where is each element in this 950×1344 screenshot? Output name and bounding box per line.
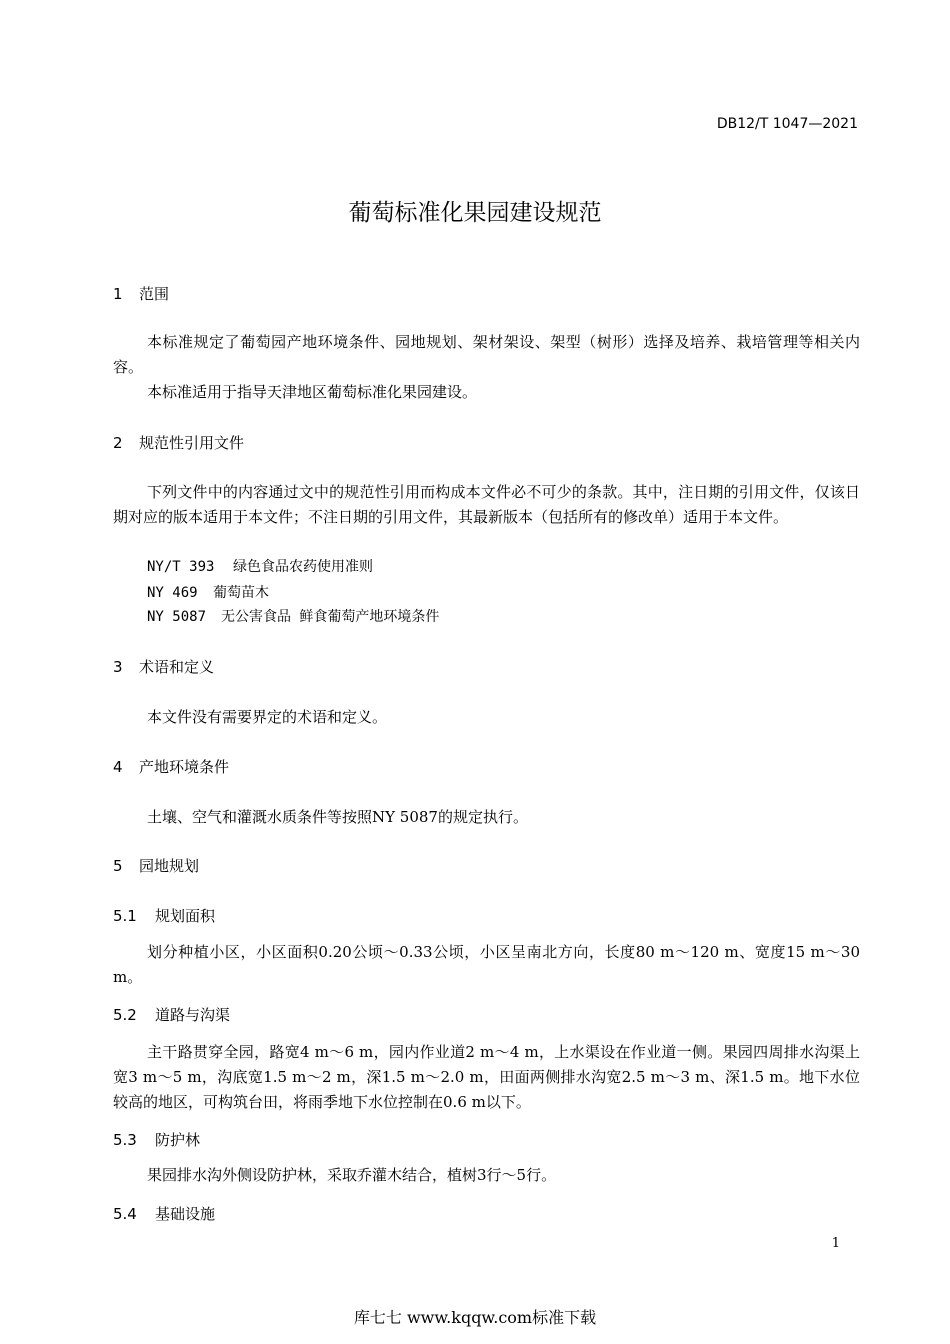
reference-code: NY/T 393 (147, 559, 215, 575)
subsection-number: 5.4 (113, 1205, 137, 1223)
section-2-paragraph-1: 下列文件中的内容通过文中的规范性引用而构成本文件必不可少的条款。其中，注日期的引用文件，仅该日期对应的版本适用于本文件；不注日期的引用文件，其最新版本（包括所有的修改单）适用于本文件。 (113, 483, 860, 526)
section-1-paragraph-2: 本标准适用于指导天津地区葡萄标准化果园建设。 (147, 383, 478, 401)
section-title: 规范性引用文件 (139, 434, 245, 452)
section-number: 2 (113, 434, 123, 452)
subsection-title: 规划面积 (155, 907, 216, 925)
section-number: 3 (113, 658, 123, 676)
subsection-5-1-paragraph: 划分种植小区，小区面积0.20公顷～0.33公顷，小区呈南北方向，长度80 m～120 m、宽度15 m～30 m。 (113, 943, 860, 986)
footer-watermark-link[interactable]: 库七七 www.kqqw.com标准下载 (353, 1308, 597, 1327)
section-title: 范围 (139, 285, 170, 303)
reference-item (147, 556, 373, 576)
page-number: 1 (831, 1236, 840, 1251)
section-number: 4 (113, 758, 123, 776)
section-4-heading (113, 756, 229, 777)
reference-title: 绿色食品农药使用准则 (233, 559, 373, 575)
subsection-5-4-heading (113, 1203, 215, 1224)
page-title: 葡萄标准化果园建设规范 (348, 200, 602, 226)
section-number: 5 (113, 857, 123, 875)
section-3-paragraph-1: 本文件没有需要界定的术语和定义。 (147, 708, 388, 726)
subsection-number: 5.1 (113, 907, 137, 925)
subsection-title: 基础设施 (155, 1205, 216, 1223)
reference-item (147, 582, 269, 602)
document-number: DB12/T 1047—2021 (716, 116, 858, 132)
subsection-title: 道路与沟渠 (155, 1006, 231, 1024)
section-5-heading (113, 855, 199, 876)
subsection-number: 5.3 (113, 1131, 137, 1149)
section-title: 产地环境条件 (139, 758, 230, 776)
section-1-heading (113, 283, 169, 304)
reference-code: NY 469 (147, 585, 198, 601)
subsection-title: 防护林 (155, 1131, 201, 1149)
section-1-paragraph-1: 本标准规定了葡萄园产地环境条件、园地规划、架材架设、架型（树形）选择及培养、栽培管理等相关内容。 (113, 333, 860, 376)
section-2-heading (113, 432, 244, 453)
section-3-heading (113, 656, 214, 677)
subsection-5-3-heading (113, 1129, 200, 1150)
subsection-5-2-heading (113, 1004, 230, 1025)
reference-code: NY 5087 (147, 609, 207, 625)
section-number: 1 (113, 285, 123, 303)
section-title: 术语和定义 (139, 658, 215, 676)
subsection-5-3-paragraph: 果园排水沟外侧设防护林，采取乔灌木结合，植树3行～5行。 (147, 1166, 557, 1184)
subsection-5-1-heading (113, 905, 215, 926)
section-4-paragraph-1: 土壤、空气和灌溉水质条件等按照NY 5087的规定执行。 (147, 808, 528, 826)
subsection-5-2-paragraph: 主干路贯穿全园，路宽4 m～6 m，园内作业道2 m～4 m，上水渠设在作业道一侧。果园四周排水沟渠上宽3 m～5 m，沟底宽1.5 m～2 m，深1.5 m～2.0 m，田面两侧排水沟宽2.5 m～3 m、深1.5 m。地下水位较高的地区，可构筑台田，将雨季地下水位控制在0.6 m以下。 (113, 1043, 860, 1111)
subsection-number: 5.2 (113, 1006, 137, 1024)
reference-item (147, 606, 439, 626)
reference-title: 葡萄苗木 (213, 585, 269, 601)
reference-title: 无公害食品 鲜食葡萄产地环境条件 (221, 609, 440, 625)
section-title: 园地规划 (139, 857, 200, 875)
